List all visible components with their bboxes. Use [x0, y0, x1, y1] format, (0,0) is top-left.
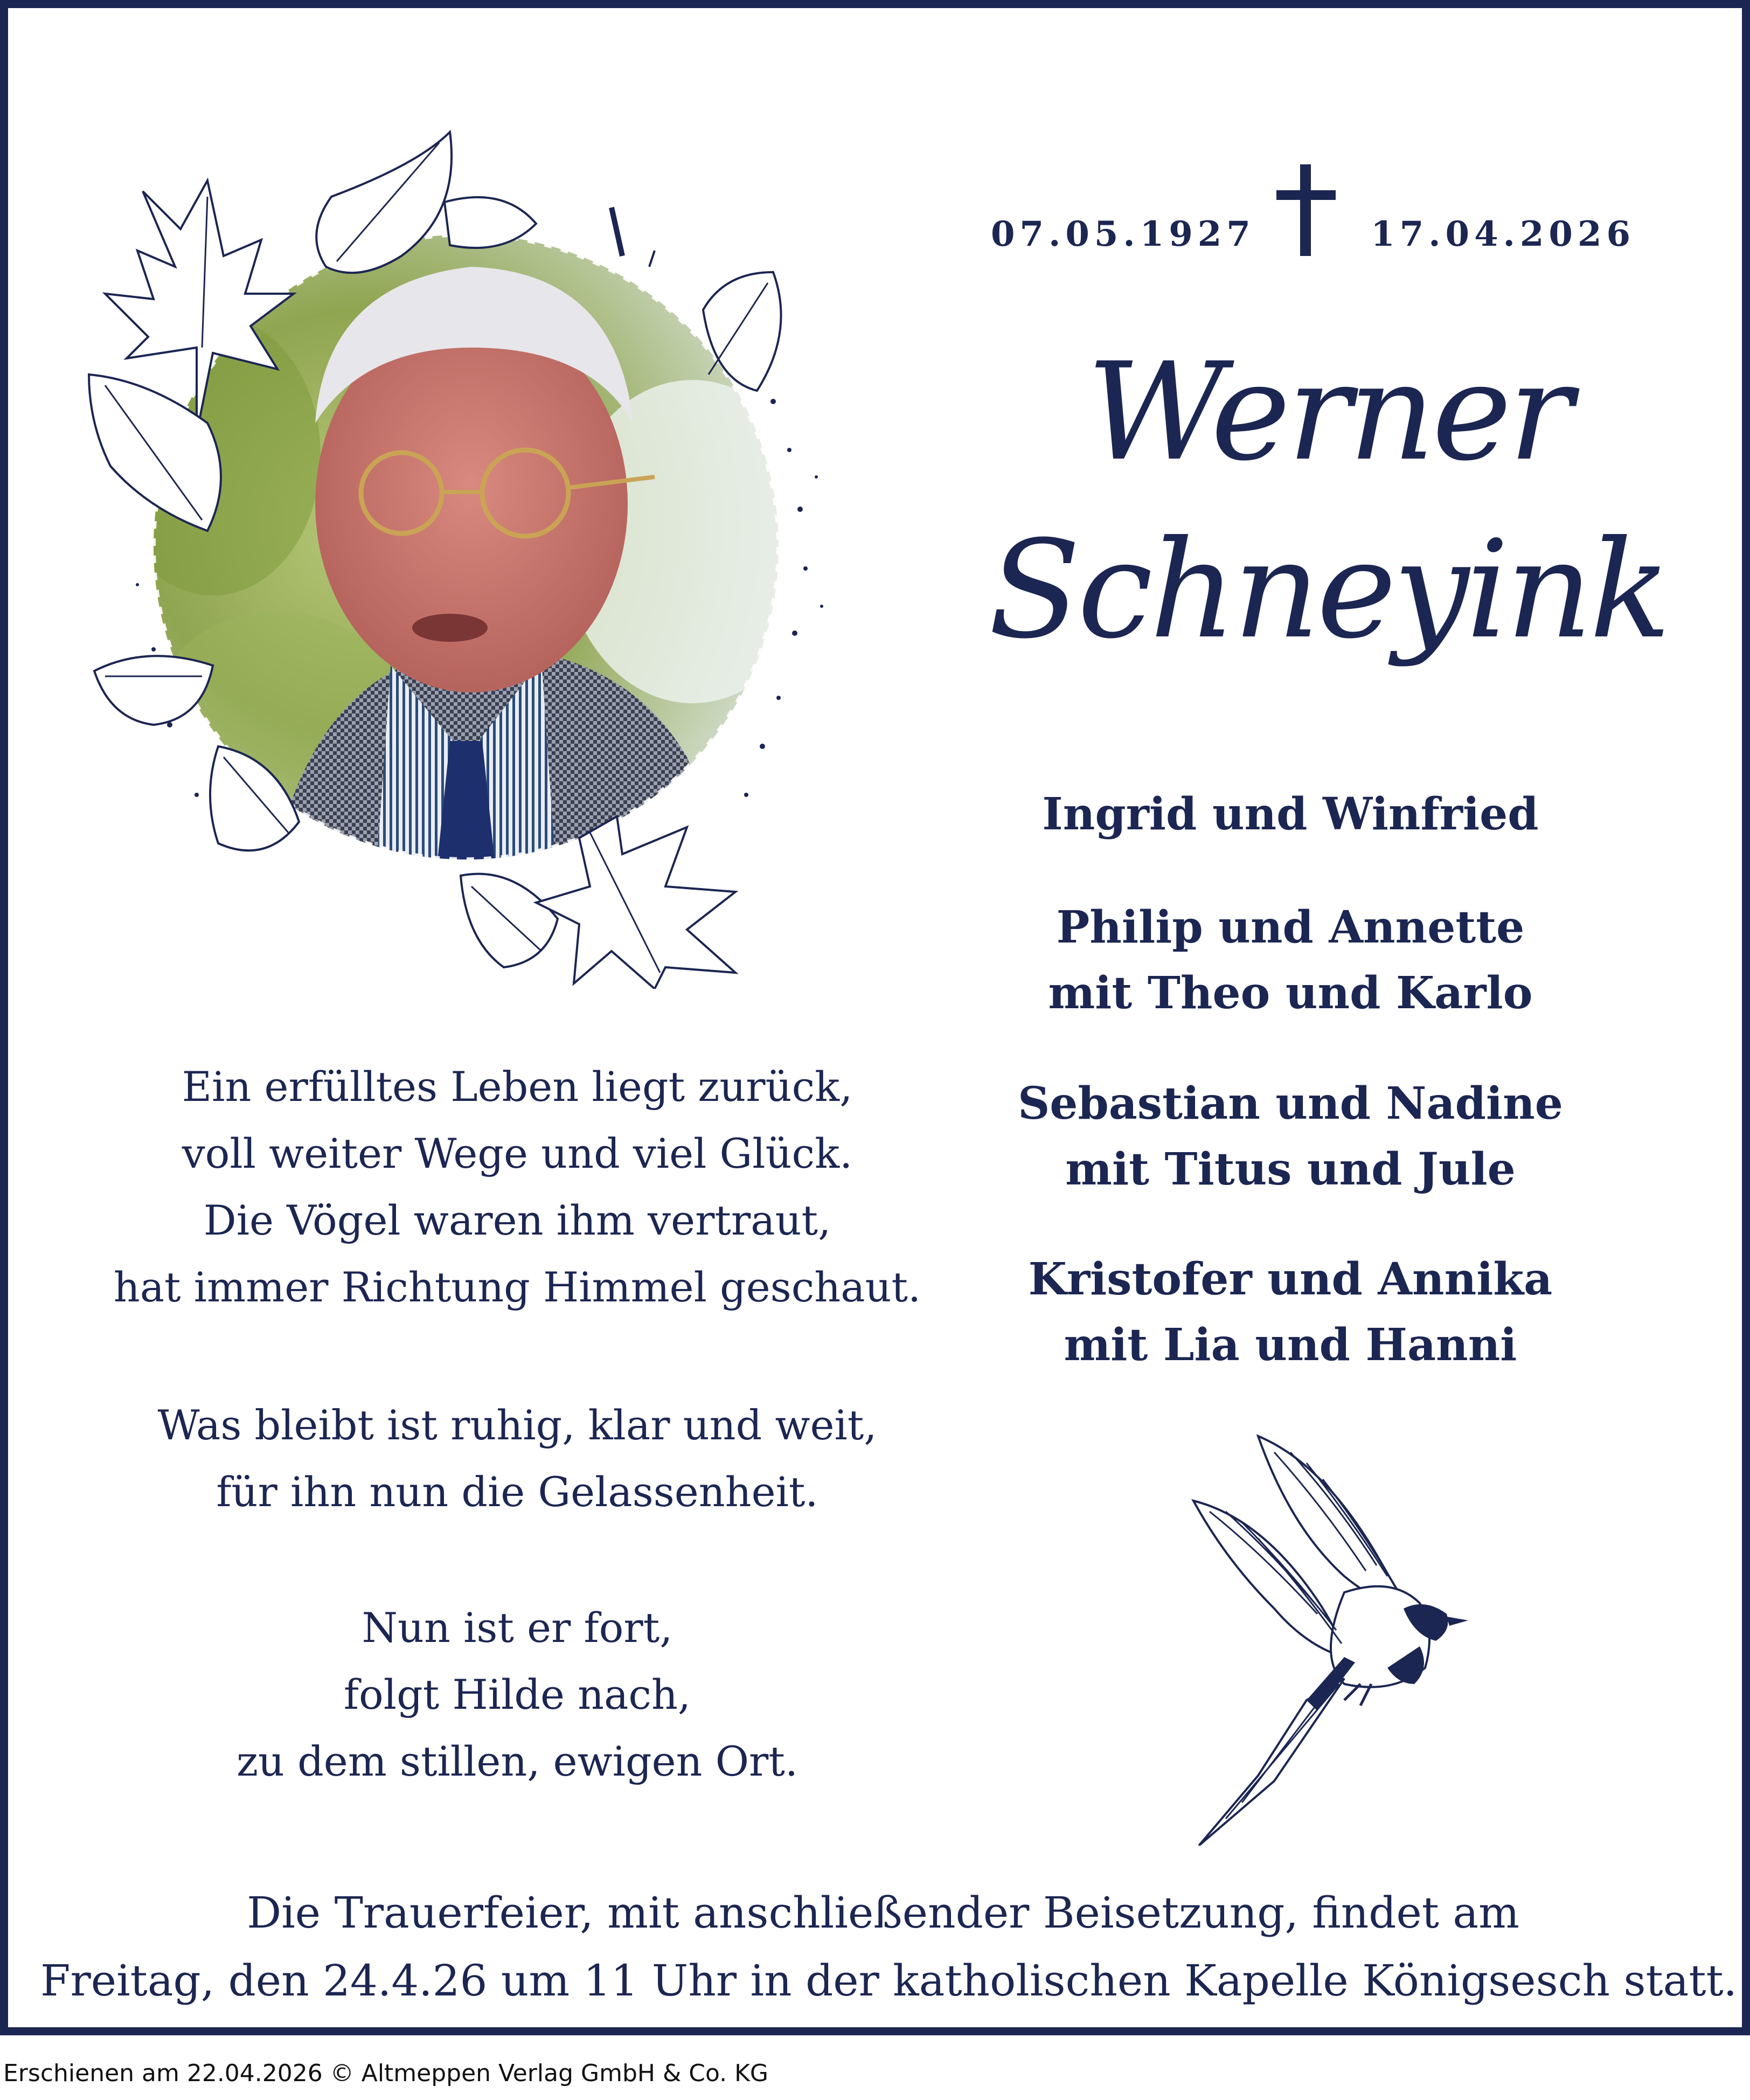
deceased-last-name: Schneyink: [988, 511, 1668, 668]
cross-icon: [1276, 164, 1336, 256]
poem-line: Die Vögel waren ihm vertraut,: [203, 1196, 831, 1244]
family-line: Ingrid und Winfried: [1042, 788, 1539, 840]
death-date: 17.04.2026: [1371, 214, 1635, 254]
poem-line: folgt Hilde nach,: [343, 1671, 691, 1718]
portrait-photo: [73, 121, 859, 989]
family-group-2: [935, 895, 1646, 1026]
family-line: mit Theo und Karlo: [1048, 967, 1533, 1019]
family-line: Sebastian und Nadine: [1018, 1078, 1563, 1129]
family-group-3: [935, 1071, 1646, 1202]
family-line: Philip und Annette: [1056, 902, 1525, 953]
poem-line: voll weiter Wege und viel Glück.: [182, 1129, 853, 1177]
poem-line: Ein erfülltes Leben liegt zurück,: [182, 1063, 853, 1111]
poem-line: hat immer Richtung Himmel geschaut.: [113, 1263, 921, 1311]
deceased-first-name: Werner: [1086, 334, 1570, 490]
life-dates: [989, 164, 1635, 267]
poem-line: für ihn nun die Gelassenheit.: [216, 1468, 818, 1516]
poem-stanza-3: [94, 1595, 940, 1795]
family-group-1: [935, 781, 1646, 847]
family-line: mit Lia und Hanni: [1064, 1319, 1517, 1371]
family-line: Kristofer und Annika: [1028, 1253, 1553, 1305]
poem-stanza-2: [94, 1392, 940, 1526]
poem-line: Was bleibt ist ruhig, klar und weit,: [157, 1401, 877, 1449]
funeral-line: Die Trauerfeier, mit anschließender Beisetzung, findet am: [247, 1888, 1519, 1938]
swallow-bird-icon: [1183, 1431, 1484, 1846]
family-line: mit Titus und Jule: [1065, 1143, 1516, 1195]
poem-line: Nun ist er fort,: [362, 1604, 673, 1652]
portrait-wreath: [73, 121, 859, 989]
poem-line: zu dem stillen, ewigen Ort.: [236, 1737, 798, 1785]
family-group-4: [935, 1246, 1646, 1378]
publication-footer: Erschienen am 22.04.2026 © Altmeppen Verlag GmbH & Co. KG: [3, 2060, 769, 2087]
poem-stanza-1: [94, 1054, 940, 1321]
birth-date: 07.05.1927: [991, 214, 1255, 254]
funeral-notice: [40, 1879, 1738, 2015]
funeral-line: Freitag, den 24.4.26 um 11 Uhr in der katholischen Kapelle Königsesch statt.: [40, 1956, 1738, 2006]
